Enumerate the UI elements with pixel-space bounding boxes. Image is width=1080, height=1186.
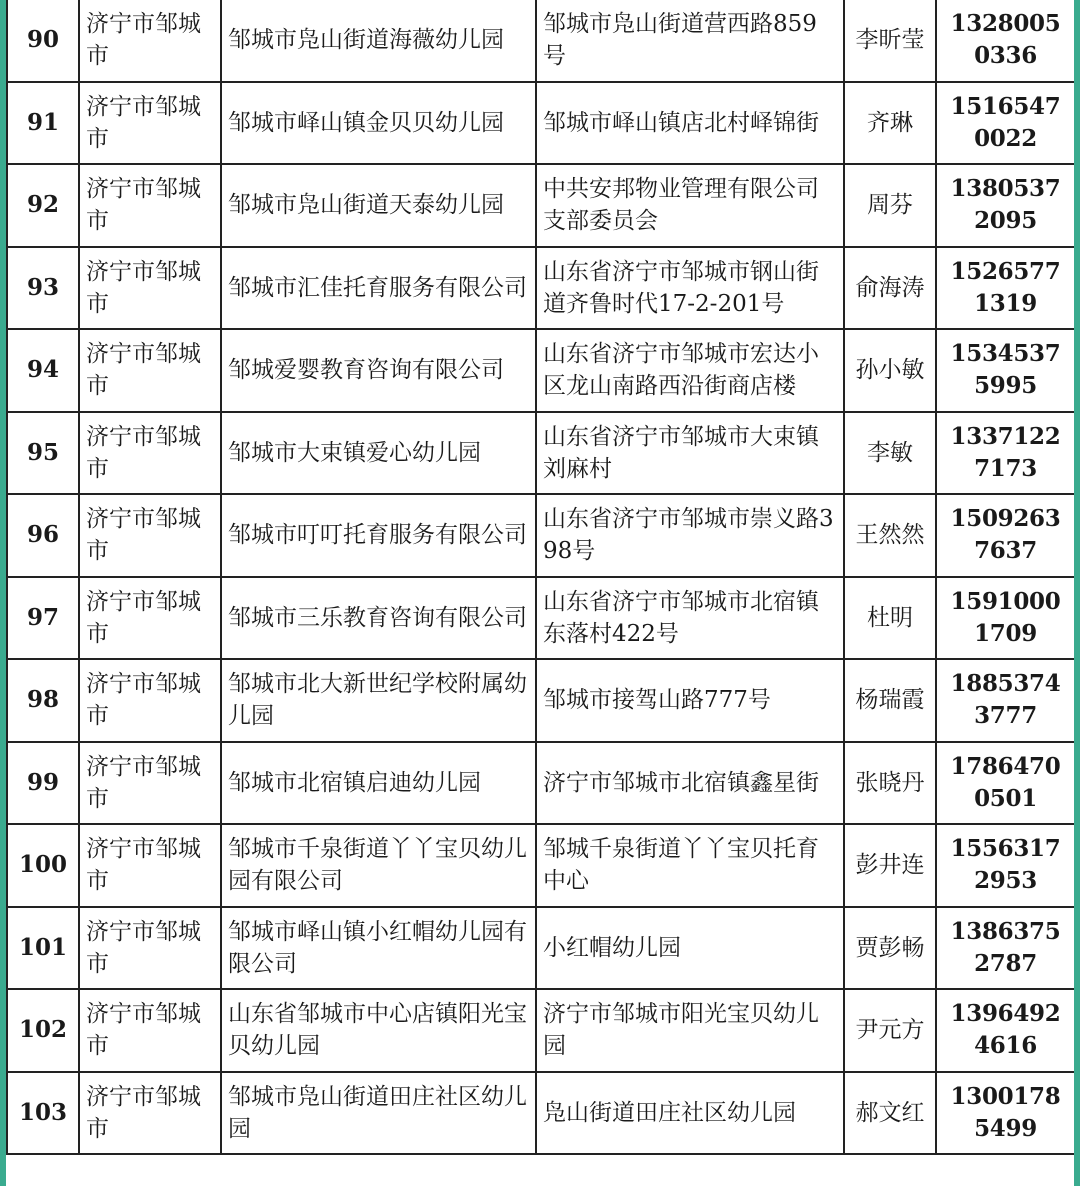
contact-person-cell: 尹元方: [844, 989, 936, 1072]
contact-person-cell: 李敏: [844, 412, 936, 495]
city-cell: 济宁市邹城市: [79, 659, 221, 742]
address-cell: 山东省济宁市邹城市大束镇刘麻村: [536, 412, 844, 495]
table-row: [7, 247, 1074, 330]
phone-cell: 18853743777: [936, 659, 1074, 742]
institution-name-cell: 邹城爱婴教育咨询有限公司: [221, 329, 536, 412]
institution-name-cell: 邹城市千泉街道丫丫宝贝幼儿园有限公司: [221, 824, 536, 907]
phone-cell: 13964924616: [936, 989, 1074, 1072]
institution-name-cell: 邹城市叮叮托育服务有限公司: [221, 494, 536, 577]
row-number: 96: [7, 494, 79, 577]
city-cell: 济宁市邹城市: [79, 0, 221, 82]
table-row: [7, 494, 1074, 577]
phone-cell: 13863752787: [936, 907, 1074, 990]
table-row: [7, 82, 1074, 165]
phone-cell: 13001785499: [936, 1072, 1074, 1155]
city-cell: 济宁市邹城市: [79, 164, 221, 247]
phone-cell: 15165470022: [936, 82, 1074, 165]
institution-name-cell: 邹城市大束镇爱心幼儿园: [221, 412, 536, 495]
table-row: [7, 989, 1074, 1072]
table-row: [7, 164, 1074, 247]
contact-person-cell: 张晓丹: [844, 742, 936, 825]
address-cell: 凫山街道田庄社区幼儿园: [536, 1072, 844, 1155]
address-cell: 中共安邦物业管理有限公司支部委员会: [536, 164, 844, 247]
row-number: 92: [7, 164, 79, 247]
address-cell: 济宁市邹城市北宿镇鑫星街: [536, 742, 844, 825]
contact-person-cell: 周芬: [844, 164, 936, 247]
institution-name-cell: 邹城市凫山街道天泰幼儿园: [221, 164, 536, 247]
institution-name-cell: 邹城市汇佳托育服务有限公司: [221, 247, 536, 330]
contact-person-cell: 杨瑞霞: [844, 659, 936, 742]
address-cell: 山东省济宁市邹城市钢山街道齐鲁时代17-2-201号: [536, 247, 844, 330]
contact-person-cell: 杜明: [844, 577, 936, 660]
table-row: [7, 329, 1074, 412]
address-cell: 山东省济宁市邹城市宏达小区龙山南路西沿街商店楼: [536, 329, 844, 412]
city-cell: 济宁市邹城市: [79, 824, 221, 907]
contact-person-cell: 彭井连: [844, 824, 936, 907]
phone-cell: 17864700501: [936, 742, 1074, 825]
table-row: [7, 742, 1074, 825]
row-number: 97: [7, 577, 79, 660]
city-cell: 济宁市邹城市: [79, 1072, 221, 1155]
row-number: 101: [7, 907, 79, 990]
address-cell: 邹城市峄山镇店北村峄锦街: [536, 82, 844, 165]
phone-cell: 15265771319: [936, 247, 1074, 330]
contact-person-cell: 李昕莹: [844, 0, 936, 82]
row-number: 99: [7, 742, 79, 825]
row-number: 98: [7, 659, 79, 742]
city-cell: 济宁市邹城市: [79, 577, 221, 660]
phone-cell: 15910001709: [936, 577, 1074, 660]
table-row: [7, 824, 1074, 907]
contact-person-cell: 王然然: [844, 494, 936, 577]
row-number: 94: [7, 329, 79, 412]
contact-person-cell: 孙小敏: [844, 329, 936, 412]
city-cell: 济宁市邹城市: [79, 989, 221, 1072]
phone-cell: 13280050336: [936, 0, 1074, 82]
institution-name-cell: 邹城市凫山街道海薇幼儿园: [221, 0, 536, 82]
table-row: [7, 1072, 1074, 1155]
row-number: 93: [7, 247, 79, 330]
institution-name-cell: 邹城市凫山街道田庄社区幼儿园: [221, 1072, 536, 1155]
city-cell: 济宁市邹城市: [79, 907, 221, 990]
contact-person-cell: 俞海涛: [844, 247, 936, 330]
table-row: [7, 907, 1074, 990]
row-number: 91: [7, 82, 79, 165]
contact-person-cell: 齐琳: [844, 82, 936, 165]
address-cell: 邹城市凫山街道营西路859号: [536, 0, 844, 82]
institution-name-cell: 邹城市峄山镇小红帽幼儿园有限公司: [221, 907, 536, 990]
table-body: [7, 0, 1074, 1154]
contact-person-cell: 贾彭畅: [844, 907, 936, 990]
phone-cell: 13371227173: [936, 412, 1074, 495]
address-cell: 邹城市接驾山路777号: [536, 659, 844, 742]
childcare-institution-table: [6, 0, 1074, 1155]
phone-cell: 13805372095: [936, 164, 1074, 247]
table-row: [7, 0, 1074, 82]
phone-cell: 15092637637: [936, 494, 1074, 577]
table-row: [7, 659, 1074, 742]
institution-name-cell: 邹城市北宿镇启迪幼儿园: [221, 742, 536, 825]
row-number: 103: [7, 1072, 79, 1155]
table-row: [7, 577, 1074, 660]
row-number: 95: [7, 412, 79, 495]
institution-name-cell: 山东省邹城市中心店镇阳光宝贝幼儿园: [221, 989, 536, 1072]
address-cell: 济宁市邹城市阳光宝贝幼儿园: [536, 989, 844, 1072]
address-cell: 山东省济宁市邹城市崇义路398号: [536, 494, 844, 577]
contact-person-cell: 郝文红: [844, 1072, 936, 1155]
city-cell: 济宁市邹城市: [79, 412, 221, 495]
institution-name-cell: 邹城市三乐教育咨询有限公司: [221, 577, 536, 660]
phone-cell: 15345375995: [936, 329, 1074, 412]
institution-name-cell: 邹城市北大新世纪学校附属幼儿园: [221, 659, 536, 742]
address-cell: 邹城千泉街道丫丫宝贝托育中心: [536, 824, 844, 907]
city-cell: 济宁市邹城市: [79, 329, 221, 412]
institution-name-cell: 邹城市峄山镇金贝贝幼儿园: [221, 82, 536, 165]
row-number: 102: [7, 989, 79, 1072]
city-cell: 济宁市邹城市: [79, 742, 221, 825]
address-cell: 小红帽幼儿园: [536, 907, 844, 990]
row-number: 90: [7, 0, 79, 82]
table-row: [7, 412, 1074, 495]
city-cell: 济宁市邹城市: [79, 82, 221, 165]
address-cell: 山东省济宁市邹城市北宿镇东落村422号: [536, 577, 844, 660]
city-cell: 济宁市邹城市: [79, 494, 221, 577]
table-frame: [6, 0, 1074, 1186]
city-cell: 济宁市邹城市: [79, 247, 221, 330]
row-number: 100: [7, 824, 79, 907]
phone-cell: 15563172953: [936, 824, 1074, 907]
